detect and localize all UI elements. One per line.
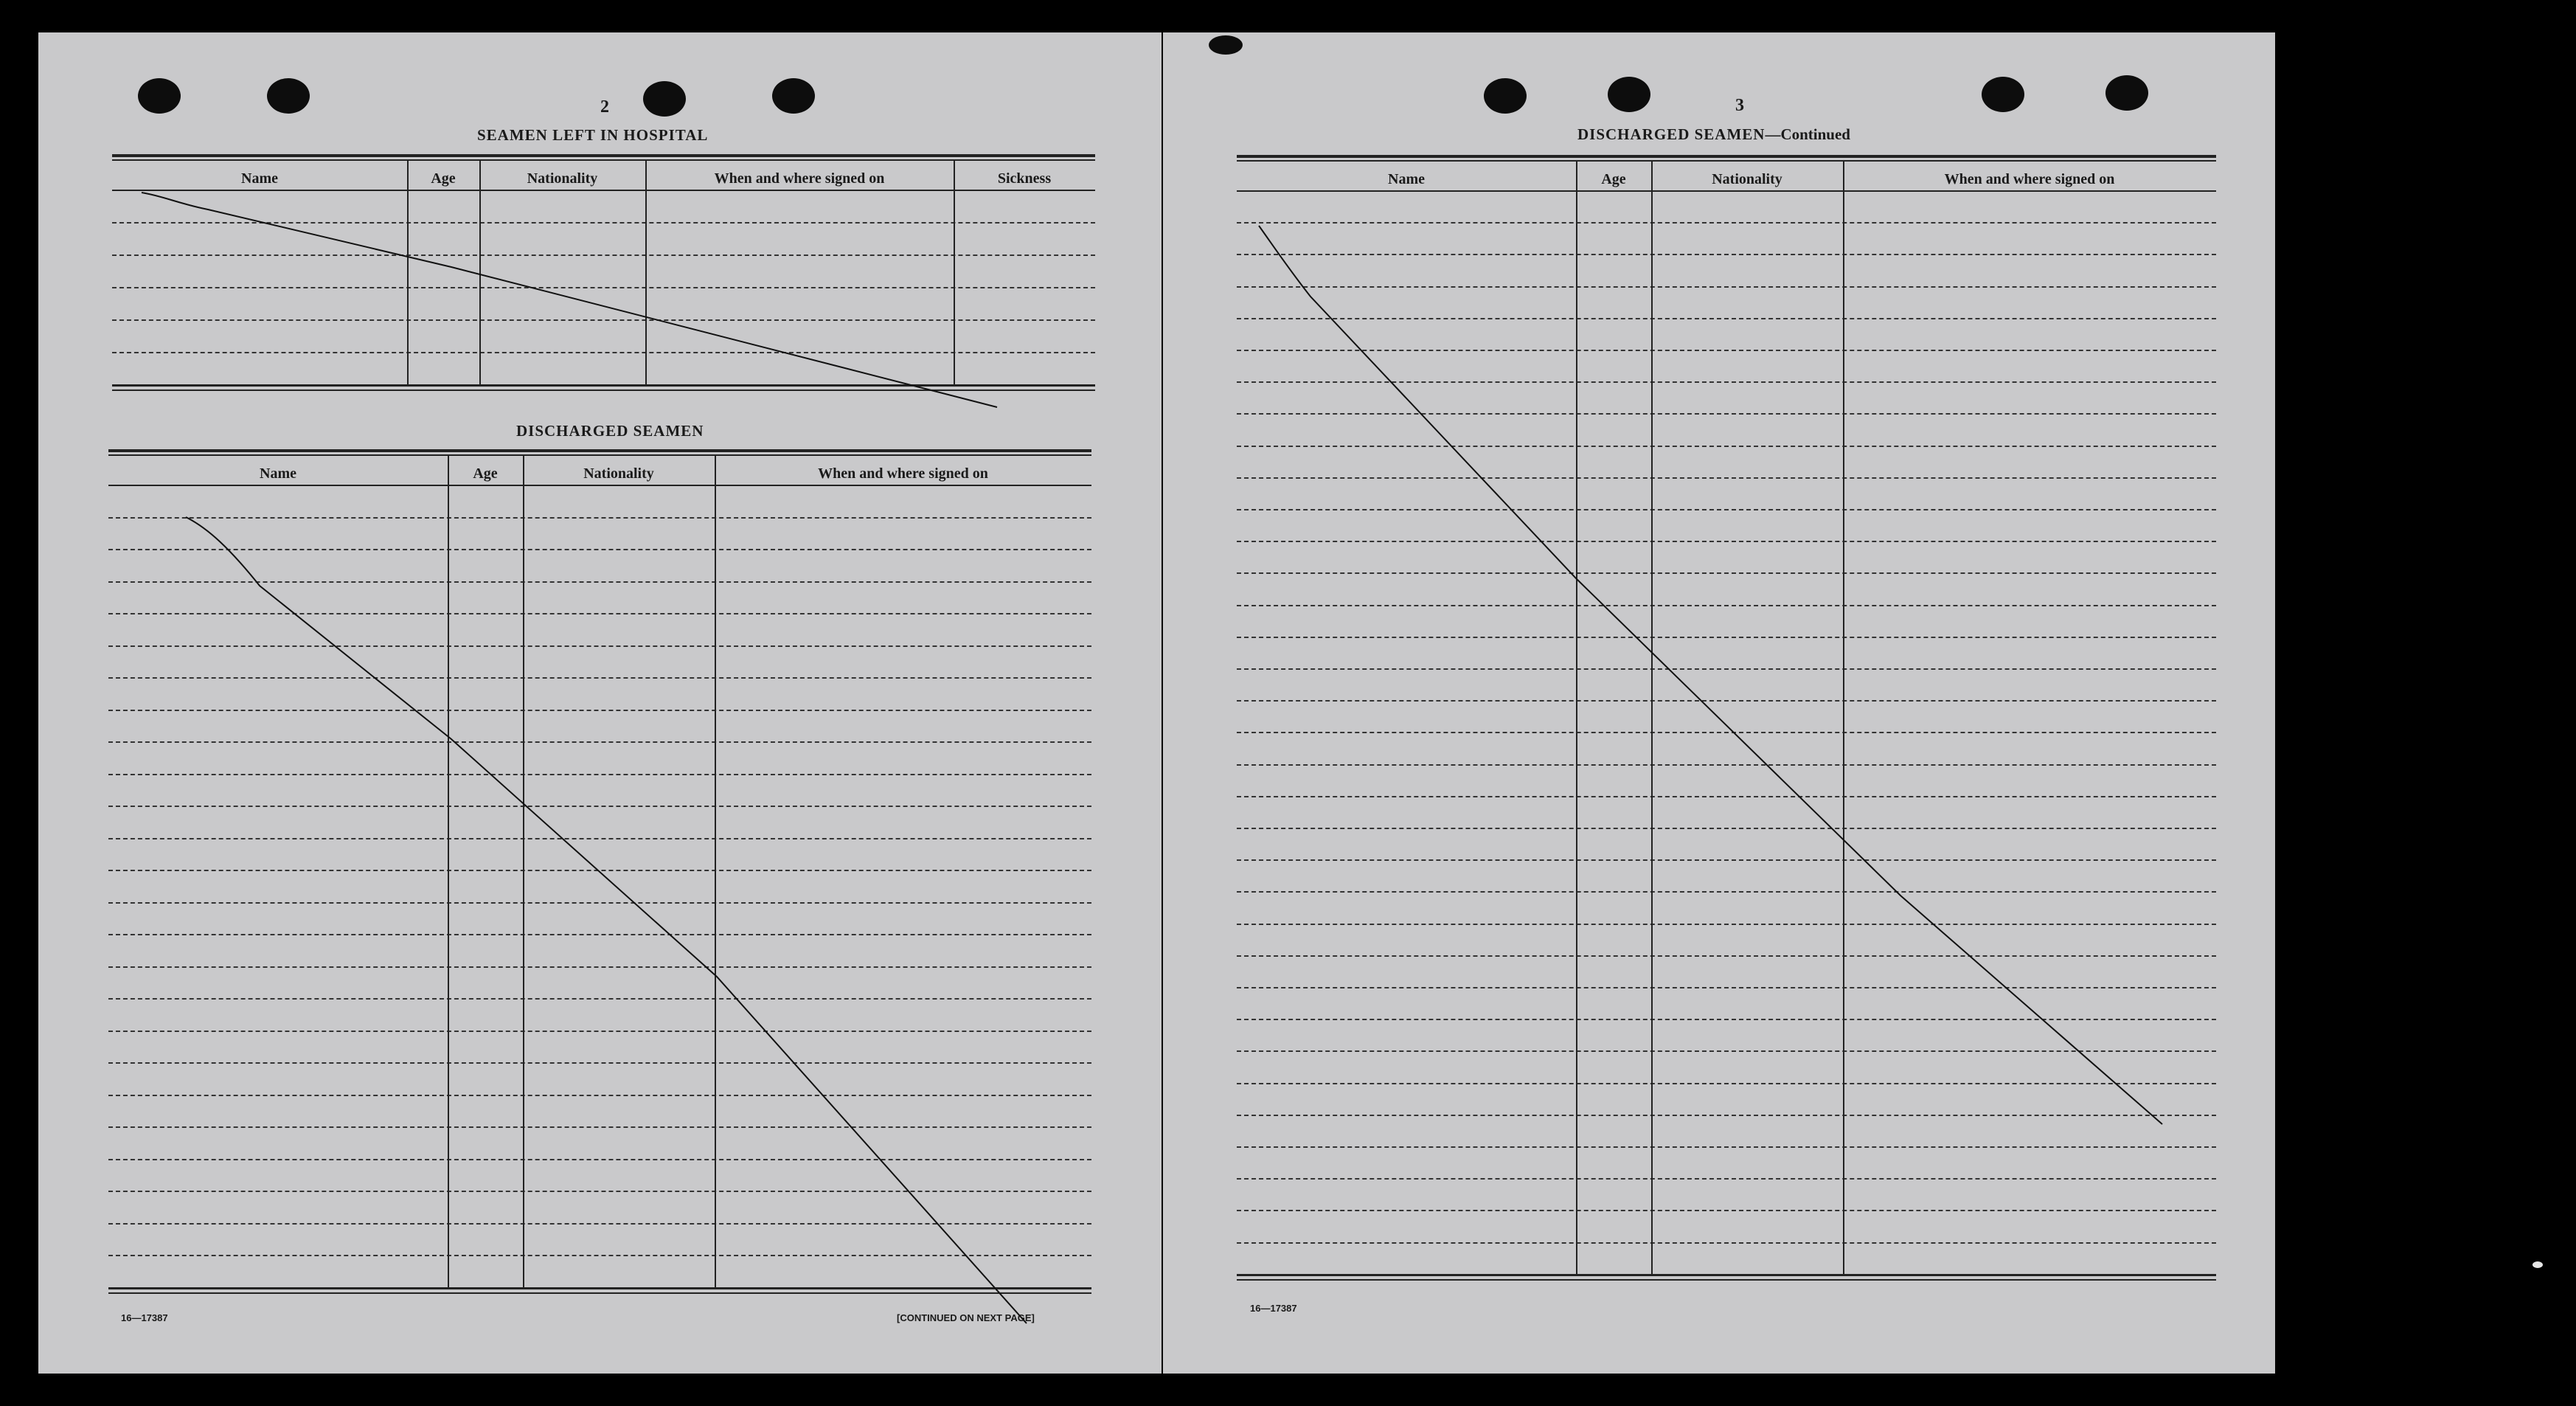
col-header-nationality: Nationality (527, 170, 598, 187)
col-header-signed-on: When and where signed on (1944, 171, 2115, 187)
col-header-nationality: Nationality (1712, 171, 1782, 187)
discharged-section-title: DISCHARGED SEAMEN (516, 422, 704, 440)
col-header-signed-on: When and where signed on (818, 465, 988, 482)
col-header-name: Name (241, 170, 278, 187)
form-number: 16—17387 (1250, 1303, 1297, 1314)
col-header-age: Age (431, 170, 456, 187)
left-form-page (38, 32, 1162, 1374)
continued-note: [CONTINUED ON NEXT PAGE] (897, 1312, 1035, 1323)
strike-through-lines (38, 32, 1162, 1374)
title-continued: —Continued (1765, 125, 1850, 143)
col-header-age: Age (1601, 171, 1626, 187)
form-number: 16—17387 (121, 1312, 168, 1323)
title-main: DISCHARGED SEAMEN (1577, 125, 1766, 143)
scan-speck (2532, 1261, 2543, 1268)
strike-through-line (1163, 32, 2275, 1374)
hospital-section-title: SEAMEN LEFT IN HOSPITAL (477, 126, 709, 144)
right-form-page (1163, 32, 2275, 1374)
col-header-name: Name (1388, 171, 1425, 187)
col-header-nationality: Nationality (583, 465, 654, 482)
page-number: 2 (600, 97, 609, 117)
page-number: 3 (1735, 96, 1744, 115)
col-header-name: Name (260, 465, 296, 482)
col-header-signed-on: When and where signed on (714, 170, 885, 187)
col-header-age: Age (473, 465, 498, 482)
col-header-sickness: Sickness (997, 170, 1052, 187)
